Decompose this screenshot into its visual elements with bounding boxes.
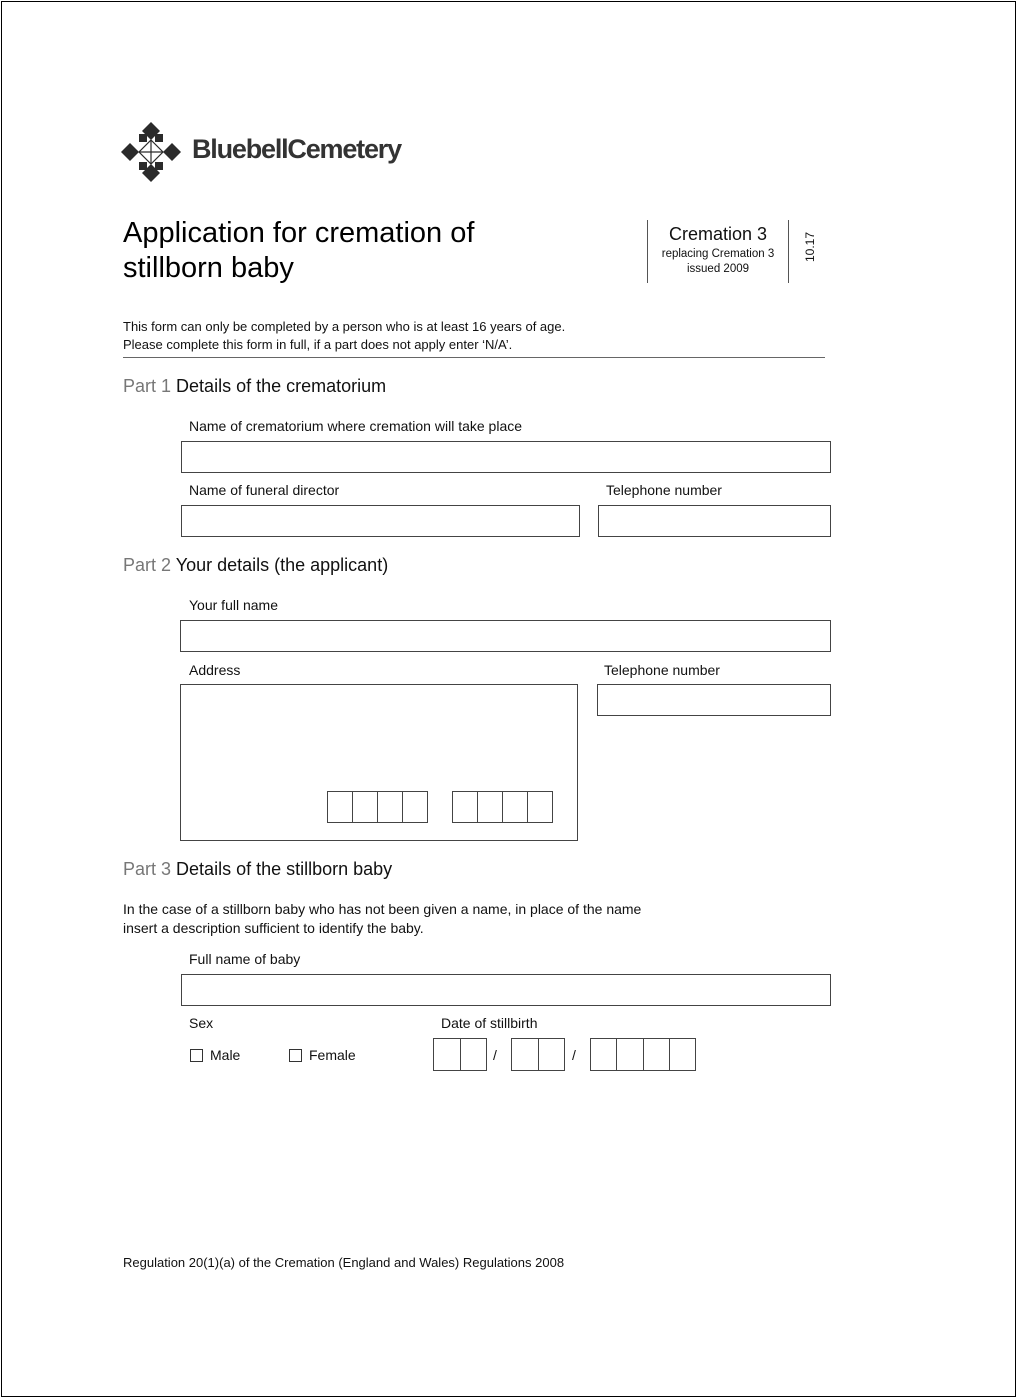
page-title <box>123 216 474 286</box>
crematorium-label: Name of crematorium where cremation will take place <box>189 418 523 434</box>
crematorium-telephone-field[interactable] <box>598 505 831 537</box>
regulation-footer: Regulation 20(1)(a) of the Cremation (England and Wales) Regulations 2008 <box>123 1255 565 1270</box>
funeral-director-label: Name of funeral director <box>189 482 340 498</box>
date-month-cells[interactable] <box>511 1038 565 1071</box>
date-of-stillbirth-label: Date of stillbirth <box>441 1015 538 1031</box>
title-line-1: Application for cremation of <box>123 217 475 249</box>
date-separator-1: / <box>493 1047 497 1063</box>
form-issued: issued 2009 <box>686 263 750 275</box>
crematorium-name-field[interactable] <box>181 441 831 473</box>
female-option[interactable] <box>289 1047 356 1063</box>
date-day-cells[interactable] <box>433 1038 487 1071</box>
instruction-line-1: In the case of a stillborn baby who has not been given a name, in place of the name <box>123 901 642 917</box>
part2-number: Part 2 <box>123 555 172 575</box>
applicant-telephone-field[interactable] <box>597 684 831 716</box>
baby-name-label: Full name of baby <box>189 951 301 967</box>
intro-text <box>123 318 565 354</box>
form-code: Cremation 3 <box>668 224 768 244</box>
baby-name-field[interactable] <box>181 974 831 1006</box>
brand-name: BluebellCemetery <box>192 134 401 164</box>
title-line-2: stillborn baby <box>123 252 294 284</box>
crematorium-telephone-label: Telephone number <box>606 482 722 498</box>
applicant-telephone-label: Telephone number <box>604 662 720 678</box>
postcode-inward-cells[interactable] <box>452 791 553 823</box>
female-checkbox[interactable] <box>289 1049 302 1062</box>
intro-line-2: Please complete this form in full, if a part does not apply enter ‘N/A’. <box>123 337 513 352</box>
male-label: Male <box>210 1047 241 1063</box>
applicant-name-field[interactable] <box>180 620 831 652</box>
bluebell-logo-icon <box>120 121 182 183</box>
part3-number: Part 3 <box>123 859 172 879</box>
part1-title: Details of the crematorium <box>176 376 387 396</box>
address-label: Address <box>189 662 241 678</box>
male-checkbox[interactable] <box>190 1049 203 1062</box>
instruction-line-2: insert a description sufficient to identify the baby. <box>123 920 424 936</box>
intro-line-1: This form can only be completed by a person who is at least 16 years of age. <box>123 319 566 334</box>
part1-number: Part 1 <box>123 376 172 396</box>
part1-heading <box>123 376 386 397</box>
female-label: Female <box>309 1047 356 1063</box>
form-replacing: replacing Cremation 3 <box>661 248 775 260</box>
part3-instructions <box>123 900 641 938</box>
date-separator-2: / <box>572 1047 576 1063</box>
part2-title: Your details (the applicant) <box>175 555 389 575</box>
part3-title: Details of the stillborn baby <box>176 859 393 879</box>
part2-heading <box>123 555 388 576</box>
funeral-director-field[interactable] <box>181 505 580 537</box>
form-reference <box>647 220 789 283</box>
form-version: 10.17 <box>803 231 817 263</box>
male-option[interactable] <box>190 1047 240 1063</box>
date-year-cells[interactable] <box>590 1038 696 1071</box>
full-name-label: Your full name <box>189 597 278 613</box>
divider <box>123 357 825 358</box>
postcode-outward-cells[interactable] <box>327 791 428 823</box>
part3-heading <box>123 859 392 880</box>
sex-label: Sex <box>189 1015 214 1031</box>
